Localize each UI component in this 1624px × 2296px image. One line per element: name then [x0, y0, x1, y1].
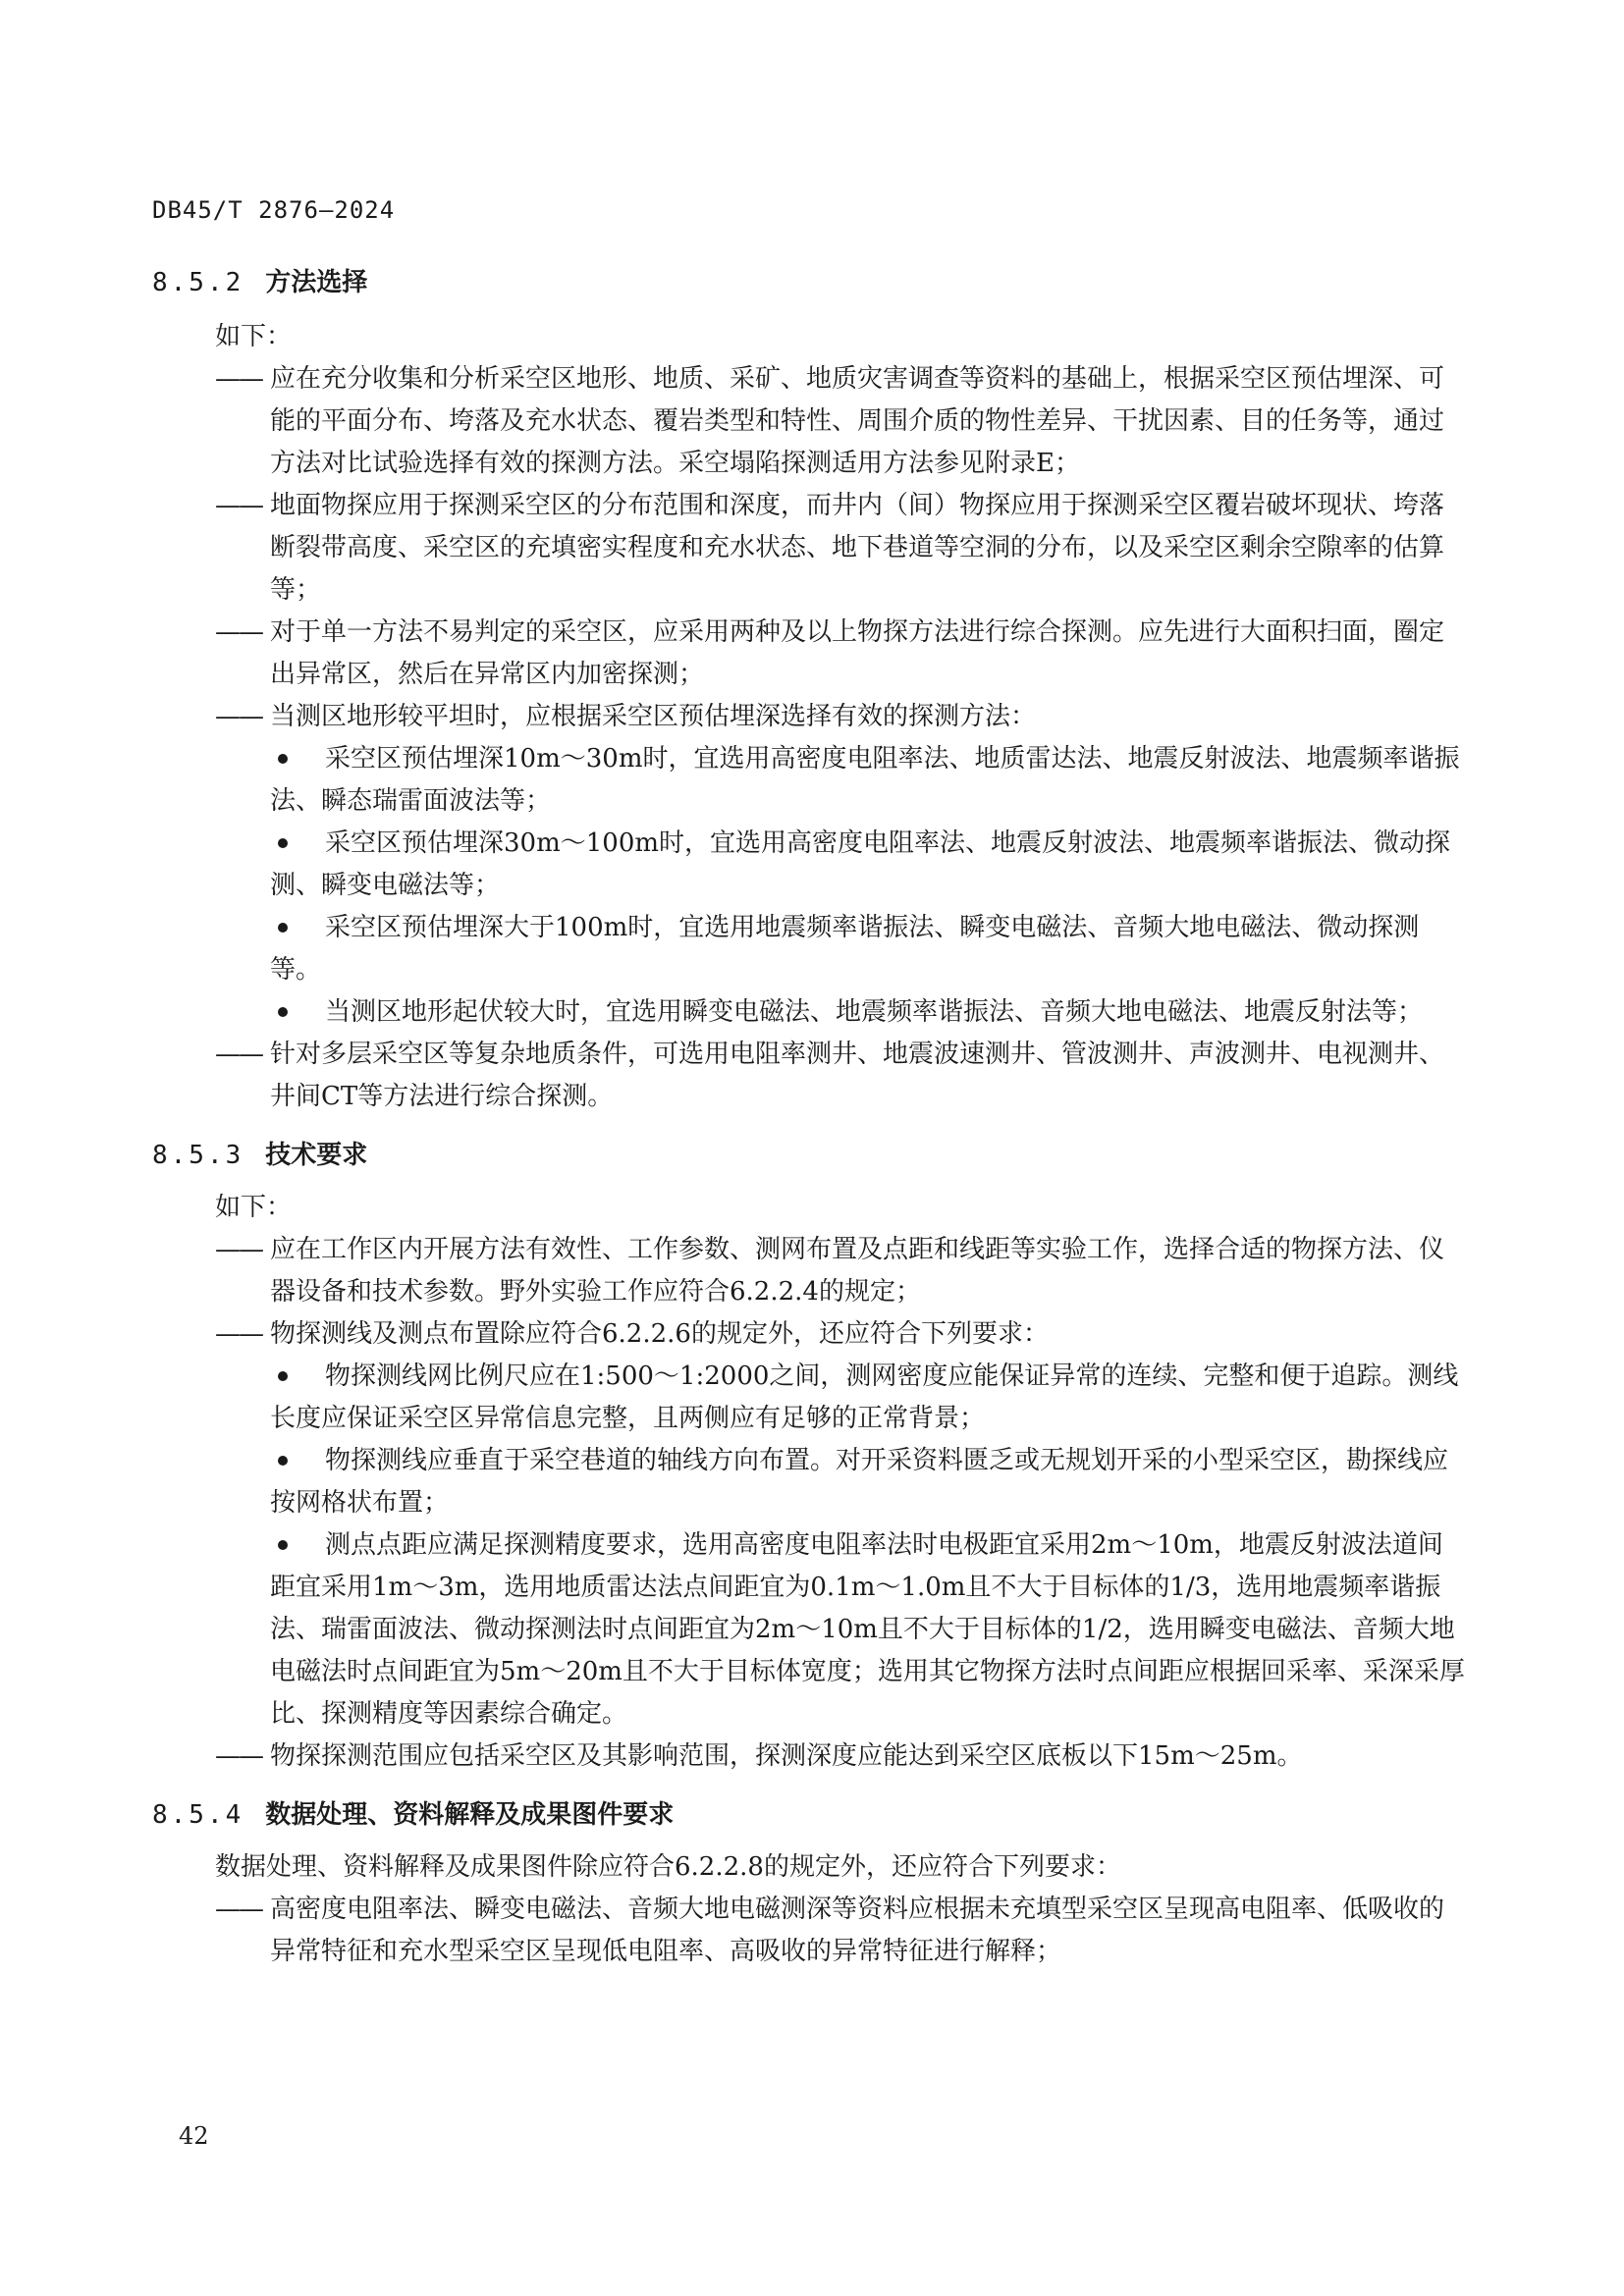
- section-8-5-3: [152, 1136, 1468, 1778]
- bullet-item-text: 物探测线网比例尺应在1:500～1:2000之间，测网密度应能保证异常的连续、完整和便于追踪。测线长度应保证采空区异常信息完整，且两侧应有足够的正常背景；: [270, 1362, 1459, 1433]
- section-number: 8.5.3: [152, 1141, 244, 1170]
- bullet-item: [152, 1356, 1468, 1440]
- section-title: 数据处理、资料解释及成果图件要求: [265, 1800, 675, 1830]
- section-intro: 如下：: [215, 1193, 293, 1222]
- bullet-dot-icon: [278, 1007, 288, 1017]
- dash-marker: ——: [215, 702, 262, 731]
- dash-marker: ——: [215, 1319, 262, 1349]
- dash-item: [152, 1313, 1468, 1356]
- section-intro: 如下：: [215, 322, 293, 351]
- dash-item: [152, 358, 1468, 485]
- bullet-item: [152, 1440, 1468, 1524]
- bullet-item-text: 采空区预估埋深30m～100m时，宜选用高密度电阻率法、地震反射波法、地震频率谐振法、微动探测、瞬变电磁法等；: [270, 828, 1451, 900]
- dash-item: [152, 1735, 1468, 1778]
- bullet-item-text: 采空区预估埋深大于100m时，宜选用地震频率谐振法、瞬变电磁法、音频大地电磁法、微动探测等。: [270, 913, 1420, 985]
- bullet-item: [152, 1524, 1468, 1735]
- dash-item-text: 对于单一方法不易判定的采空区，应采用两种及以上物探方法进行综合探测。应先进行大面积扫面，圈定出异常区，然后在异常区内加密探测；: [270, 617, 1445, 689]
- dash-item: [152, 485, 1468, 612]
- dash-item-text: 地面物探应用于探测采空区的分布范围和深度，而井内（间）物探应用于探测采空区覆岩破坏现状、垮落断裂带高度、采空区的充填密实程度和充水状态、地下巷道等空洞的分布，以及采空区剩余空隙率的估算等；: [270, 491, 1445, 605]
- dash-item: [152, 1889, 1468, 1973]
- section-title: 方法选择: [265, 268, 368, 297]
- dash-item-text: 当测区地形较平坦时，应根据采空区预估埋深选择有效的探测方法：: [270, 702, 1037, 731]
- dash-item-text: 针对多层采空区等复杂地质条件，可选用电阻率测井、地震波速测井、管波测井、声波测井、电视测井、井间CT等方法进行综合探测。: [270, 1040, 1445, 1111]
- section-heading: [152, 263, 1468, 302]
- bullet-dot-icon: [278, 838, 288, 848]
- section-heading: [152, 1795, 1468, 1835]
- dash-item: [152, 612, 1468, 696]
- dash-item-text: 应在工作区内开展方法有效性、工作参数、测网布置及点距和线距等实验工作，选择合适的物探方法、仪器设备和技术参数。野外实验工作应符合6.2.2.4的规定；: [270, 1235, 1445, 1307]
- bullet-item-text: 当测区地形起伏较大时，宜选用瞬变电磁法、地震频率谐振法、音频大地电磁法、地震反射法等；: [325, 997, 1424, 1027]
- dash-item: [152, 1229, 1468, 1313]
- dash-item: [152, 696, 1468, 738]
- bullet-item: [152, 991, 1468, 1034]
- document-body: [152, 263, 1468, 1973]
- standard-code: DB45/T 2876—2024: [152, 196, 396, 224]
- section-title: 技术要求: [265, 1141, 368, 1170]
- dash-item-text: 高密度电阻率法、瞬变电磁法、音频大地电磁测深等资料应根据未充填型采空区呈现高电阻率、低吸收的异常特征和充水型采空区呈现低电阻率、高吸收的异常特征进行解释；: [270, 1895, 1445, 1966]
- page-number: 42: [179, 2122, 209, 2150]
- bullet-dot-icon: [278, 754, 288, 764]
- bullet-dot-icon: [278, 1456, 288, 1466]
- bullet-item: [152, 738, 1468, 823]
- section-8-5-4: [152, 1795, 1468, 1973]
- dash-marker: ——: [215, 1895, 262, 1924]
- bullet-item: [152, 907, 1468, 991]
- bullet-item: [152, 823, 1468, 907]
- section-8-5-2: [152, 263, 1468, 1118]
- dash-marker: ——: [215, 1235, 262, 1264]
- dash-item-text: 物探测线及测点布置除应符合6.2.2.6的规定外，还应符合下列要求：: [270, 1319, 1049, 1349]
- bullet-dot-icon: [278, 1540, 288, 1550]
- dash-marker: ——: [215, 1741, 262, 1771]
- bullet-item-text: 采空区预估埋深10m～30m时，宜选用高密度电阻率法、地质雷达法、地震反射波法、地震频率谐振法、瞬态瑞雷面波法等；: [270, 744, 1460, 816]
- dash-marker: ——: [215, 1040, 262, 1069]
- dash-marker: ——: [215, 617, 262, 647]
- dash-item-text: 应在充分收集和分析采空区地形、地质、采矿、地质灾害调查等资料的基础上，根据采空区预估埋深、可能的平面分布、垮落及充水状态、覆岩类型和特性、周围介质的物性差异、干扰因素、目的任务等，通过方法对比试验选择有效的探测方法。采空塌陷探测适用方法参见附录E；: [270, 364, 1445, 478]
- section-intro: 数据处理、资料解释及成果图件除应符合6.2.2.8的规定外，还应符合下列要求：: [215, 1852, 1121, 1882]
- dash-item: [152, 1034, 1468, 1118]
- bullet-item-text: 物探测线应垂直于采空巷道的轴线方向布置。对开采资料匮乏或无规划开采的小型采空区，勘探线应按网格状布置；: [270, 1446, 1449, 1518]
- section-number: 8.5.4: [152, 1800, 244, 1830]
- dash-marker: ——: [215, 364, 262, 394]
- bullet-dot-icon: [278, 1371, 288, 1381]
- bullet-item-text: 测点点距应满足探测精度要求，选用高密度电阻率法时电极距宜采用2m～10m，地震反射波法道间距宜采用1m～3m，选用地质雷达法点间距宜为0.1m～1.0m且不大于目标体的1/3，选用地震频率谐振法、瑞雷面波法、微动探测法时点间距宜为2m～10m且不大于目标体的1/2，选用瞬变电磁法、音频大地电磁法时点间距宜为5m～20m且不大于目标体宽度；选用其它物探方法时点间距应根据回采率、采深采厚比、探测精度等因素综合确定。: [270, 1530, 1465, 1729]
- section-number: 8.5.2: [152, 268, 244, 297]
- dash-marker: ——: [215, 491, 262, 520]
- dash-item-text: 物探探测范围应包括采空区及其影响范围，探测深度应能达到采空区底板以下15m～25m。: [270, 1741, 1303, 1771]
- section-heading: [152, 1136, 1468, 1175]
- bullet-dot-icon: [278, 923, 288, 933]
